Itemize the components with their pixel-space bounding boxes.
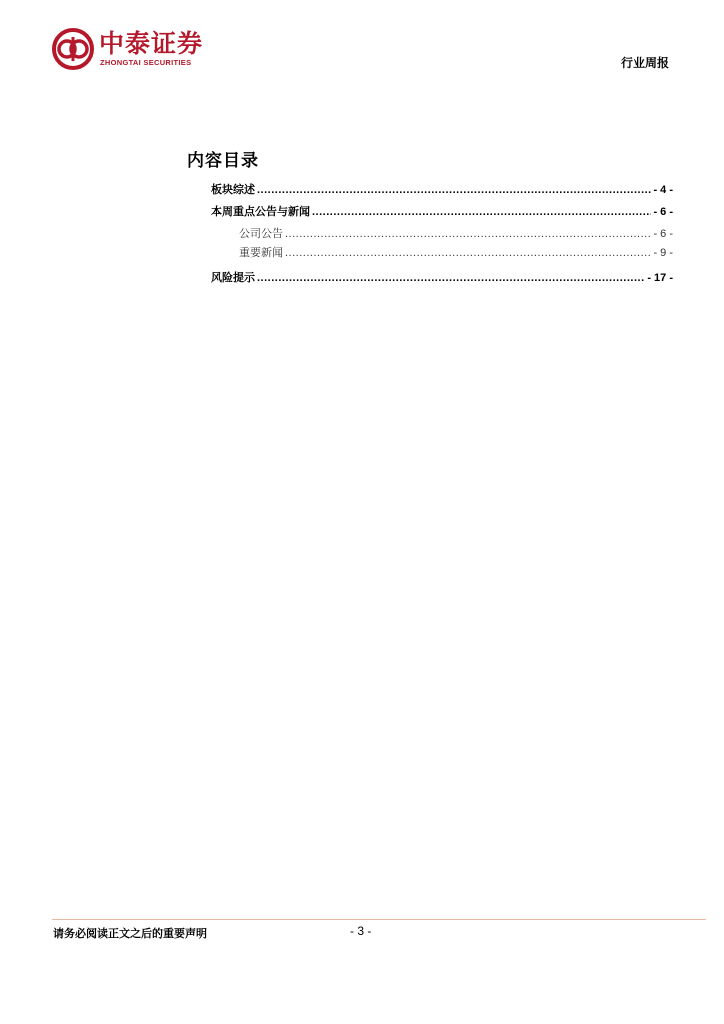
report-type-label: 行业周报 [620,56,669,70]
toc-leader-dots [257,272,645,284]
company-logo [52,28,242,74]
toc-entry-label: 重要新闻 [239,246,283,259]
toc-entry-page: - 17 - [647,272,673,284]
toc-leader-dots [257,184,651,196]
toc-entry-sector-overview[interactable] [211,181,673,203]
page-number: - 3 - [350,924,372,938]
footer-disclaimer: 请务必阅读正文之后的重要声明 [53,927,207,940]
toc-entry-page: - 6 - [653,228,673,240]
footer-divider [52,919,706,920]
toc-entry-label: 公司公告 [239,227,283,240]
zhongtai-logo-icon [52,28,94,70]
toc-entry-page: - 9 - [653,247,673,259]
toc-leader-dots [285,228,651,240]
toc-entry-weekly-announcements-news[interactable] [211,203,673,225]
toc-leader-dots [312,206,651,218]
toc-entry-label: 风险提示 [211,271,255,284]
toc-entry-label: 本周重点公告与新闻 [211,205,310,218]
table-of-contents [211,181,673,291]
logo-chinese-name: 中泰证券 [99,29,204,58]
toc-entry-label: 板块综述 [211,183,255,196]
toc-entry-page: - 4 - [653,184,673,196]
toc-leader-dots [285,247,651,259]
toc-entry-important-news[interactable] [211,244,673,263]
toc-entry-risk-warning[interactable] [211,269,673,291]
toc-entry-company-announcements[interactable] [211,225,673,244]
toc-entry-page: - 6 - [653,206,673,218]
logo-english-name: ZHONGTAI SECURITIES [100,58,192,67]
toc-title: 内容目录 [187,151,259,171]
